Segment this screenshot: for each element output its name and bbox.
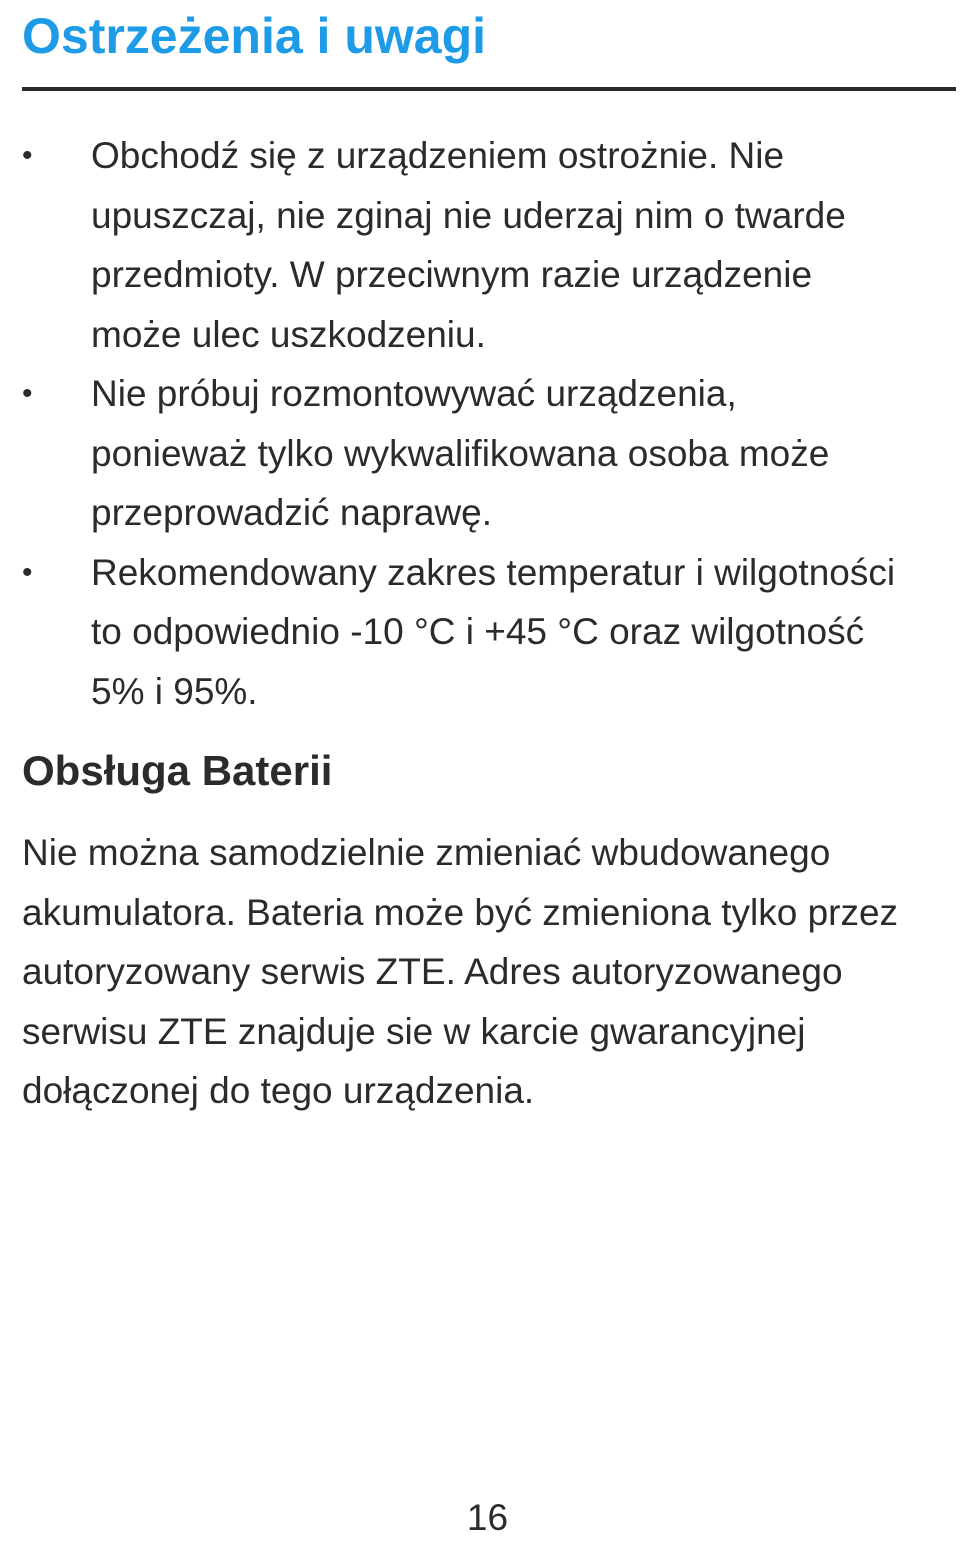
page-number: 16 xyxy=(466,1497,509,1538)
list-item-line: przedmioty. W przeciwnym razie urządzenie xyxy=(91,254,813,295)
list-item xyxy=(22,126,960,364)
list-item-line: przeprowadzić naprawę. xyxy=(91,492,493,533)
paragraph-line: serwisu ZTE znajduje sie w karcie gwarancyjnej xyxy=(22,1010,806,1052)
list-item-line: Nie próbuj rozmontowywać urządzenia, xyxy=(91,373,737,414)
list-item-line: upuszczaj, nie zginaj nie uderzaj nim o twarde xyxy=(91,194,846,236)
bullet-icon: • xyxy=(22,377,33,410)
page-title: Ostrzeżenia i uwagi xyxy=(22,8,487,64)
list-item-line: Obchodź się z urządzeniem ostrożnie. Nie xyxy=(91,135,785,176)
list-item-line: ponieważ tylko wykwalifikowana osoba może xyxy=(91,432,830,474)
list-item-line: Rekomendowany zakres temperatur i wilgotności xyxy=(91,551,896,593)
list-item xyxy=(22,364,960,543)
section-heading-battery: Obsługa Baterii xyxy=(22,747,333,794)
bullet-icon: • xyxy=(22,555,33,589)
paragraph-line: akumulatora. Bateria może być zmieniona tylko przez xyxy=(22,891,899,933)
paragraph-line: dołączonej do tego urządzenia. xyxy=(22,1070,535,1111)
title-divider xyxy=(22,87,956,91)
paragraph-line: autoryzowany serwis ZTE. Adres autoryzowanego xyxy=(22,951,843,992)
bullet-icon: • xyxy=(22,139,33,172)
warnings-list xyxy=(22,126,960,721)
list-item xyxy=(22,543,960,722)
list-item-line: to odpowiednio -10 °C i +45 °C oraz wilgotność xyxy=(91,611,865,652)
list-item-line: może ulec uszkodzeniu. xyxy=(91,313,486,355)
battery-paragraph xyxy=(22,823,960,1121)
paragraph-line: Nie można samodzielnie zmieniać wbudowanego xyxy=(22,832,831,873)
list-item-line: 5% i 95%. xyxy=(91,670,258,712)
